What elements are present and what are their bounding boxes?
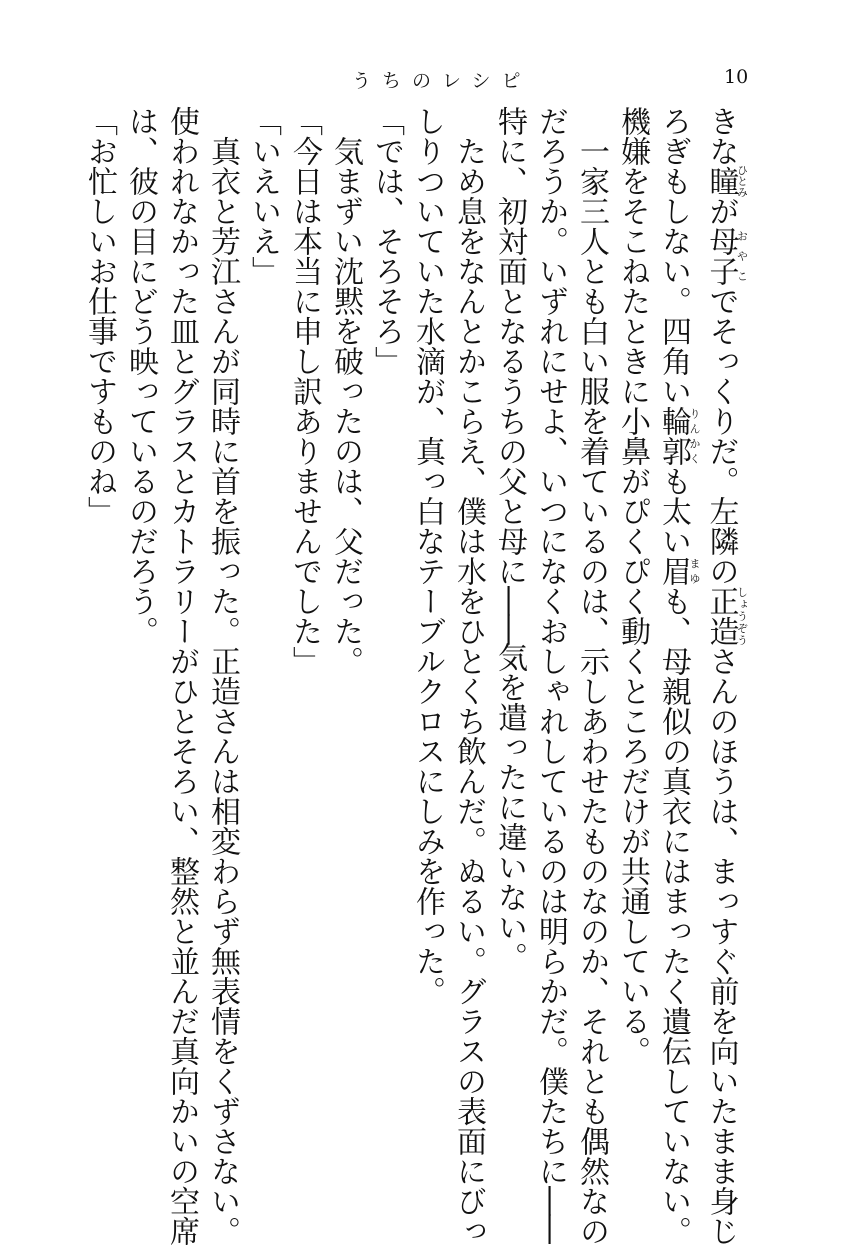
text-run: 機嫌をそこねたときに小鼻がぴくぴく動くところだけが共通している。 bbox=[615, 106, 650, 1066]
text-line bbox=[653, 106, 701, 1246]
ruby-base: 瞳 bbox=[703, 164, 739, 198]
ruby-reading: りんかく bbox=[688, 406, 701, 466]
body-text bbox=[82, 106, 749, 1246]
text-line bbox=[284, 106, 325, 1116]
text-run: 使われなかった皿とグラスとカトラリーがひとそろい、整然と並んだ真向かいの空席 bbox=[164, 106, 199, 1246]
ruby-word bbox=[703, 164, 749, 198]
running-title: うちのレシピ bbox=[352, 70, 532, 92]
text-line bbox=[79, 106, 120, 1116]
text-run: きな bbox=[703, 106, 739, 166]
text-line bbox=[612, 106, 653, 1116]
text-line bbox=[448, 106, 489, 1246]
ruby-base: 輪郭 bbox=[656, 406, 691, 466]
text-line bbox=[202, 106, 243, 1246]
text-line bbox=[325, 106, 366, 1116]
text-run: 「お忙しいお仕事ですものね」 bbox=[82, 106, 117, 526]
ruby-base: 正造 bbox=[703, 586, 739, 646]
text-run: 「今日は本当に申し訳ありませんでした」 bbox=[287, 106, 322, 676]
text-line bbox=[489, 106, 530, 1116]
text-line bbox=[161, 106, 202, 1246]
text-run: 気まずい沈黙を破ったのは、父だった。 bbox=[328, 106, 363, 676]
ruby-word bbox=[656, 406, 701, 466]
text-run: 気を遣ったに違いない。 bbox=[492, 642, 527, 972]
text-run: でそっくりだ。左隣の bbox=[703, 286, 739, 586]
ruby-base: 眉 bbox=[656, 556, 691, 586]
text-line bbox=[571, 106, 612, 1246]
ruby-reading: ひとみ bbox=[735, 164, 749, 198]
page-number: 10 bbox=[724, 66, 749, 88]
ruby-word bbox=[703, 586, 749, 646]
ruby-reading: おやこ bbox=[735, 226, 749, 286]
text-line bbox=[366, 106, 407, 1116]
text-line bbox=[701, 106, 749, 1246]
text-run: も太い bbox=[656, 466, 691, 556]
text-run: は、彼の目にどう映っているのだろう。 bbox=[123, 106, 158, 646]
ruby-word bbox=[656, 556, 701, 586]
em-dash: ―― bbox=[533, 1186, 568, 1242]
text-run: が bbox=[703, 196, 739, 226]
ruby-word bbox=[703, 226, 749, 286]
ruby-reading: まゆ bbox=[688, 556, 701, 586]
text-line bbox=[120, 106, 161, 1116]
ruby-base: 母子 bbox=[703, 226, 739, 286]
text-run: 真衣と芳江さんが同時に首を振った。正造さんは相変わらず無表情をくずさない。 bbox=[205, 106, 240, 1246]
text-run: しりついていた水滴が、真っ白なテーブルクロスにしみを作った。 bbox=[410, 106, 445, 1006]
text-run: 「いえいえ」 bbox=[246, 106, 281, 286]
text-line bbox=[530, 106, 571, 1242]
text-run: も、母親似の真衣にはまったく遺伝していない。 bbox=[656, 586, 691, 1246]
text-run: ため息をなんとかこらえ、僕は水をひとくち飲んだ。ぬるい。グラスの表面にびっ bbox=[451, 106, 486, 1246]
em-dash: ―― bbox=[492, 586, 527, 642]
text-line bbox=[243, 106, 284, 1116]
text-run: ろぎもしない。四角い bbox=[656, 106, 691, 406]
text-run: だろうか。いずれにせよ、いつになくおしゃれしているのは明らかだ。僕たちに bbox=[533, 106, 568, 1186]
text-run: 「では、そろそろ」 bbox=[369, 106, 404, 376]
text-run: 一家三人とも白い服を着ているのは、示しあわせたものなのか、それとも偶然なの bbox=[574, 106, 609, 1246]
text-run: 特に、初対面となるうちの父と母に bbox=[492, 106, 527, 586]
text-run: さんのほうは、まっすぐ前を向いたまま身じ bbox=[703, 646, 739, 1246]
ruby-reading: しょうぞう bbox=[735, 586, 749, 646]
text-line bbox=[407, 106, 448, 1116]
